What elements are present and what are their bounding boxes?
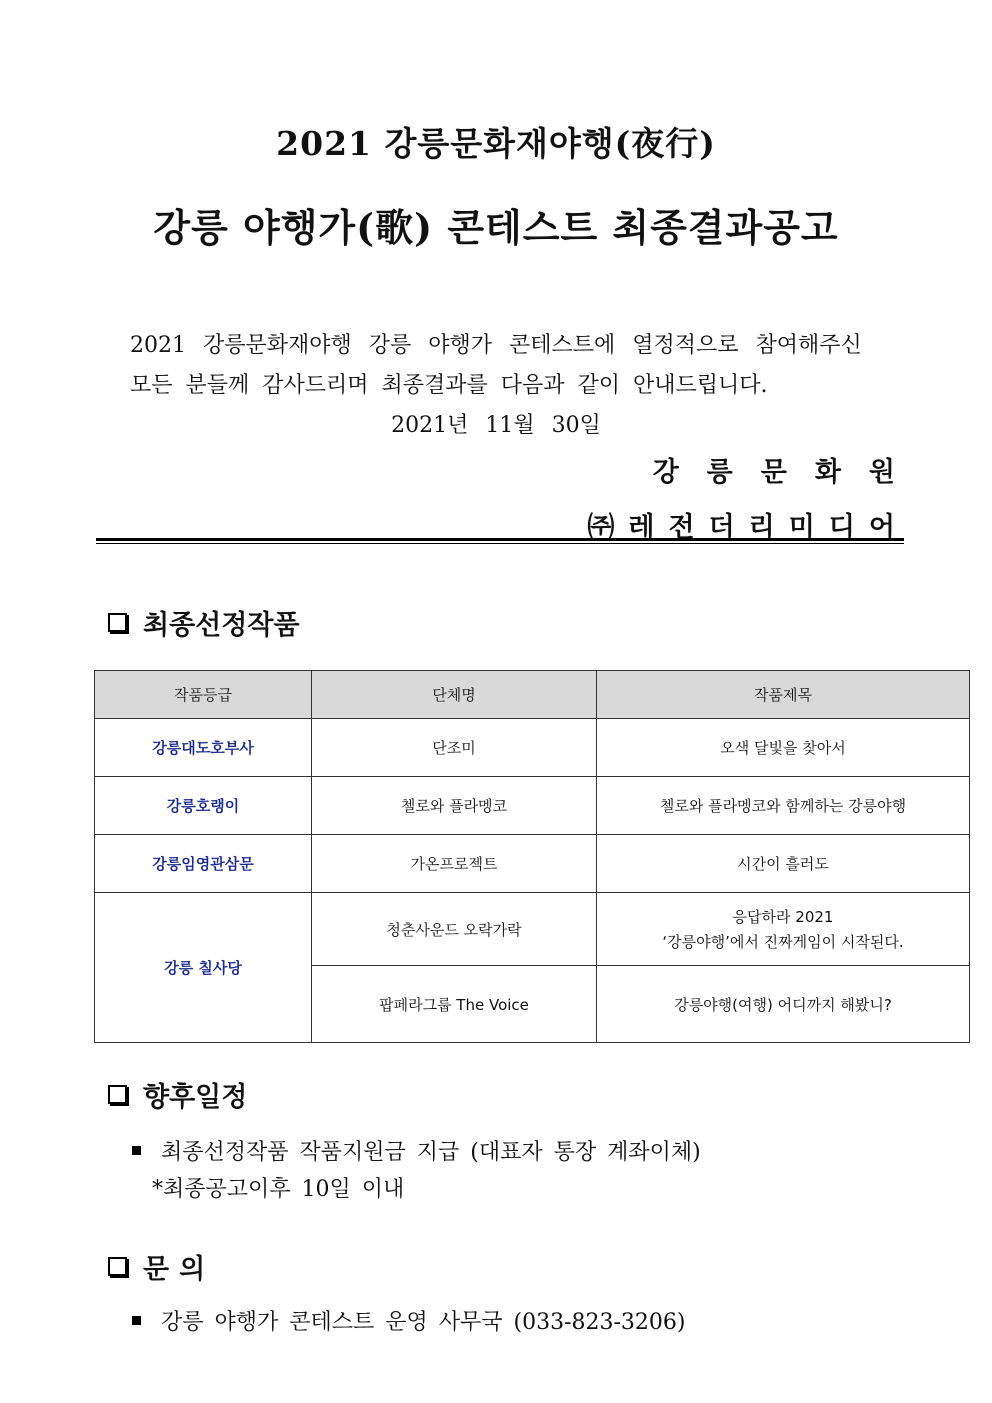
table-row bbox=[95, 719, 970, 777]
section-label: 문의 bbox=[143, 1254, 216, 1285]
intro-line-2: 모든 분들께 감사드리며 최종결과를 다음과 같이 안내드립니다. bbox=[130, 373, 768, 398]
checkbox-square-icon bbox=[108, 1085, 127, 1104]
signature-org-1: 강릉문화원 bbox=[652, 457, 923, 488]
title-line-1: 2021 강릉문화재야행(夜行) bbox=[276, 124, 716, 163]
section-contact bbox=[108, 1247, 215, 1286]
intro-line-1: 2021 강릉문화재야행 강릉 야행가 콘테스트에 열정적으로 참여해주신 bbox=[130, 333, 862, 358]
divider-thick bbox=[96, 538, 904, 541]
schedule-note: *최종공고이후 10일 이내 bbox=[152, 1177, 405, 1202]
cell-team: 첼로와 플라멩코 bbox=[312, 777, 597, 835]
cell-title-line-1: 응답하라 2021 bbox=[732, 908, 834, 926]
table-header-row bbox=[95, 671, 970, 719]
section-label: 최종선정작품 bbox=[143, 610, 300, 641]
header-grade: 작품등급 bbox=[95, 671, 312, 719]
contact-item bbox=[132, 1305, 686, 1336]
schedule-item-text: 최종선정작품 작품지원금 지급 (대표자 통장 계좌이체) bbox=[161, 1140, 701, 1165]
cell-team: 단조미 bbox=[312, 719, 597, 777]
header-team: 단체명 bbox=[312, 671, 597, 719]
cell-team: 가온프로젝트 bbox=[312, 835, 597, 893]
cell-title: 시간이 흘러도 bbox=[597, 835, 970, 893]
table-row bbox=[95, 835, 970, 893]
bullet-square-icon bbox=[132, 1316, 141, 1325]
title-line-2: 강릉 야행가(歌) 콘테스트 최종결과공고 bbox=[153, 205, 839, 250]
cell-title: 강릉야행(여행) 어디까지 해봤니? bbox=[597, 966, 970, 1043]
cell-grade: 강릉호랭이 bbox=[95, 777, 312, 835]
section-label: 향후일정 bbox=[143, 1082, 248, 1113]
schedule-item bbox=[132, 1135, 701, 1166]
table-row bbox=[95, 893, 970, 966]
cell-team: 팝페라그룹 The Voice bbox=[312, 966, 597, 1043]
section-selected-works bbox=[108, 603, 300, 642]
results-table bbox=[94, 670, 970, 1043]
cell-grade: 강릉 칠사당 bbox=[95, 893, 312, 1043]
cell-grade: 강릉대도호부사 bbox=[95, 719, 312, 777]
table-row bbox=[95, 777, 970, 835]
cell-title bbox=[597, 893, 970, 966]
cell-grade: 강릉임영관삼문 bbox=[95, 835, 312, 893]
divider-thin bbox=[96, 543, 904, 544]
header-title: 작품제목 bbox=[597, 671, 970, 719]
checkbox-square-icon bbox=[108, 613, 127, 632]
checkbox-square-icon bbox=[108, 1257, 127, 1276]
cell-team: 청춘사운드 오락가락 bbox=[312, 893, 597, 966]
bullet-square-icon bbox=[132, 1146, 141, 1155]
cell-title: 오색 달빛을 찾아서 bbox=[597, 719, 970, 777]
cell-title-line-2: ‘강릉야행’에서 진짜게임이 시작된다. bbox=[662, 933, 904, 951]
announcement-date: 2021년 11월 30일 bbox=[391, 413, 601, 438]
cell-title: 첼로와 플라멩코와 함께하는 강릉야행 bbox=[597, 777, 970, 835]
contact-item-text: 강릉 야행가 콘테스트 운영 사무국 (033-823-3206) bbox=[161, 1310, 686, 1335]
signature-org-2: ㈜레전더리미디어 bbox=[587, 512, 909, 543]
section-schedule bbox=[108, 1075, 247, 1114]
